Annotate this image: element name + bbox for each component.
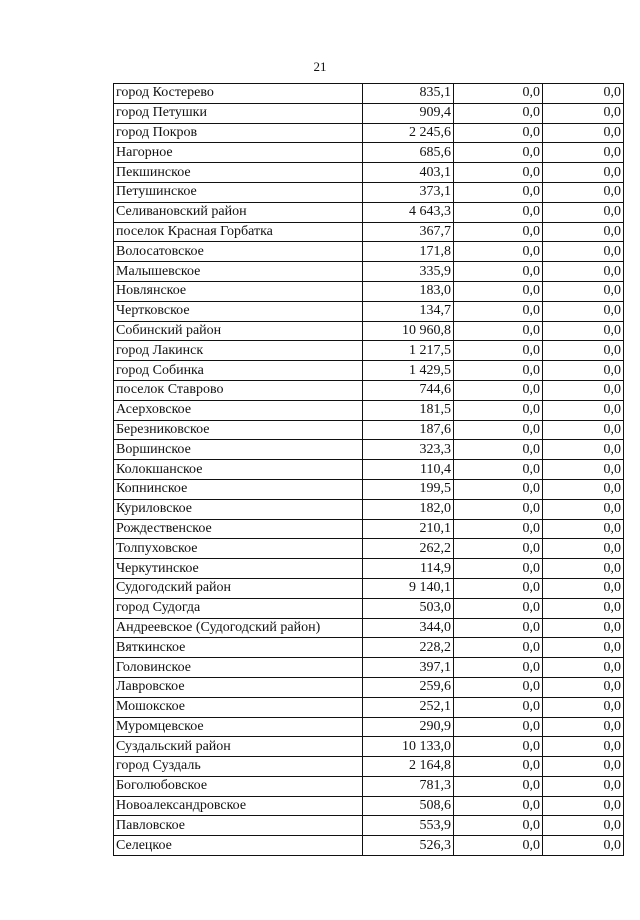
table-row [114,182,624,202]
total-amount-cell: 252,1 [363,697,454,717]
total-amount-cell: 835,1 [363,84,454,104]
table-row [114,519,624,539]
total-amount-cell: 10 133,0 [363,737,454,757]
total-amount-cell: 10 960,8 [363,321,454,341]
value-cell-2: 0,0 [543,301,624,321]
value-cell-1: 0,0 [454,836,543,856]
municipality-name-cell: Павловское [114,816,363,836]
value-cell-2: 0,0 [543,578,624,598]
value-cell-1: 0,0 [454,618,543,638]
total-amount-cell: 553,9 [363,816,454,836]
table-row [114,737,624,757]
total-amount-cell: 323,3 [363,440,454,460]
value-cell-2: 0,0 [543,460,624,480]
table-row [114,361,624,381]
value-cell-2: 0,0 [543,341,624,361]
total-amount-cell: 171,8 [363,242,454,262]
value-cell-2: 0,0 [543,776,624,796]
value-cell-2: 0,0 [543,281,624,301]
value-cell-1: 0,0 [454,242,543,262]
municipality-name-cell: Пекшинское [114,163,363,183]
municipality-name-cell: Собинский район [114,321,363,341]
total-amount-cell: 199,5 [363,479,454,499]
total-amount-cell: 4 643,3 [363,202,454,222]
value-cell-2: 0,0 [543,182,624,202]
municipality-name-cell: Селецкое [114,836,363,856]
total-amount-cell: 344,0 [363,618,454,638]
municipality-name-cell: город Судогда [114,598,363,618]
value-cell-1: 0,0 [454,440,543,460]
municipality-name-cell: город Покров [114,123,363,143]
table-row [114,262,624,282]
value-cell-2: 0,0 [543,796,624,816]
total-amount-cell: 744,6 [363,380,454,400]
value-cell-2: 0,0 [543,321,624,341]
value-cell-2: 0,0 [543,836,624,856]
value-cell-2: 0,0 [543,677,624,697]
value-cell-1: 0,0 [454,143,543,163]
value-cell-1: 0,0 [454,737,543,757]
value-cell-2: 0,0 [543,420,624,440]
value-cell-1: 0,0 [454,163,543,183]
total-amount-cell: 526,3 [363,836,454,856]
municipality-name-cell: Воршинское [114,440,363,460]
table-row [114,578,624,598]
total-amount-cell: 134,7 [363,301,454,321]
value-cell-1: 0,0 [454,123,543,143]
table-row [114,281,624,301]
table-row [114,598,624,618]
value-cell-1: 0,0 [454,281,543,301]
total-amount-cell: 2 245,6 [363,123,454,143]
value-cell-2: 0,0 [543,380,624,400]
table-row [114,638,624,658]
table-row [114,143,624,163]
value-cell-1: 0,0 [454,84,543,104]
municipality-name-cell: Муромцевское [114,717,363,737]
total-amount-cell: 290,9 [363,717,454,737]
total-amount-cell: 397,1 [363,658,454,678]
value-cell-1: 0,0 [454,460,543,480]
municipality-name-cell: Боголюбовское [114,776,363,796]
value-cell-2: 0,0 [543,717,624,737]
page-number: 21 [313,59,327,74]
value-cell-2: 0,0 [543,440,624,460]
total-amount-cell: 262,2 [363,539,454,559]
total-amount-cell: 210,1 [363,519,454,539]
total-amount-cell: 1 217,5 [363,341,454,361]
value-cell-1: 0,0 [454,420,543,440]
table-row [114,618,624,638]
municipality-name-cell: Копнинское [114,479,363,499]
total-amount-cell: 503,0 [363,598,454,618]
value-cell-2: 0,0 [543,202,624,222]
total-amount-cell: 9 140,1 [363,578,454,598]
value-cell-1: 0,0 [454,182,543,202]
total-amount-cell: 1 429,5 [363,361,454,381]
municipality-name-cell: поселок Красная Горбатка [114,222,363,242]
municipality-name-cell: Суздальский район [114,737,363,757]
value-cell-1: 0,0 [454,539,543,559]
total-amount-cell: 228,2 [363,638,454,658]
municipality-name-cell: Головинское [114,658,363,678]
value-cell-1: 0,0 [454,380,543,400]
table-row [114,420,624,440]
municipality-name-cell: Колокшанское [114,460,363,480]
total-amount-cell: 2 164,8 [363,757,454,777]
municipality-name-cell: Куриловское [114,499,363,519]
total-amount-cell: 781,3 [363,776,454,796]
value-cell-1: 0,0 [454,262,543,282]
table-row [114,757,624,777]
municipality-name-cell: Андреевское (Судогодский район) [114,618,363,638]
table-row [114,380,624,400]
table-row [114,163,624,183]
value-cell-1: 0,0 [454,202,543,222]
total-amount-cell: 181,5 [363,400,454,420]
municipality-name-cell: Новлянское [114,281,363,301]
municipality-name-cell: Вяткинское [114,638,363,658]
value-cell-2: 0,0 [543,84,624,104]
municipality-name-cell: город Лакинск [114,341,363,361]
table-row [114,301,624,321]
value-cell-2: 0,0 [543,559,624,579]
total-amount-cell: 183,0 [363,281,454,301]
value-cell-1: 0,0 [454,222,543,242]
total-amount-cell: 182,0 [363,499,454,519]
table-row [114,321,624,341]
municipality-name-cell: Толпуховское [114,539,363,559]
table-row [114,202,624,222]
municipality-name-cell: город Петушки [114,103,363,123]
value-cell-2: 0,0 [543,400,624,420]
table-row [114,242,624,262]
municipality-name-cell: Селивановский район [114,202,363,222]
municipality-name-cell: Судогодский район [114,578,363,598]
municipality-name-cell: поселок Ставрово [114,380,363,400]
value-cell-1: 0,0 [454,400,543,420]
total-amount-cell: 335,9 [363,262,454,282]
table-row [114,103,624,123]
table-row [114,717,624,737]
value-cell-2: 0,0 [543,519,624,539]
municipality-name-cell: Черкутинское [114,559,363,579]
value-cell-2: 0,0 [543,163,624,183]
table-row [114,836,624,856]
table-row [114,84,624,104]
total-amount-cell: 367,7 [363,222,454,242]
value-cell-1: 0,0 [454,717,543,737]
value-cell-1: 0,0 [454,776,543,796]
value-cell-1: 0,0 [454,341,543,361]
table-row [114,123,624,143]
value-cell-1: 0,0 [454,757,543,777]
value-cell-1: 0,0 [454,677,543,697]
value-cell-2: 0,0 [543,242,624,262]
value-cell-2: 0,0 [543,499,624,519]
municipality-name-cell: Новоалександровское [114,796,363,816]
municipality-name-cell: Малышевское [114,262,363,282]
municipality-name-cell: Лавровское [114,677,363,697]
value-cell-2: 0,0 [543,658,624,678]
total-amount-cell: 909,4 [363,103,454,123]
total-amount-cell: 110,4 [363,460,454,480]
municipality-name-cell: город Суздаль [114,757,363,777]
value-cell-2: 0,0 [543,697,624,717]
value-cell-1: 0,0 [454,321,543,341]
table-row [114,697,624,717]
table-row [114,559,624,579]
value-cell-1: 0,0 [454,658,543,678]
total-amount-cell: 508,6 [363,796,454,816]
value-cell-2: 0,0 [543,539,624,559]
table-row [114,658,624,678]
value-cell-2: 0,0 [543,598,624,618]
municipality-name-cell: Березниковское [114,420,363,440]
table-row [114,539,624,559]
value-cell-1: 0,0 [454,559,543,579]
value-cell-1: 0,0 [454,598,543,618]
table-row [114,479,624,499]
table-body [114,84,624,856]
table-row [114,677,624,697]
value-cell-2: 0,0 [543,737,624,757]
table-row [114,499,624,519]
value-cell-2: 0,0 [543,618,624,638]
table-row [114,796,624,816]
total-amount-cell: 259,6 [363,677,454,697]
table-row [114,400,624,420]
total-amount-cell: 373,1 [363,182,454,202]
table-row [114,222,624,242]
total-amount-cell: 403,1 [363,163,454,183]
table-row [114,776,624,796]
value-cell-2: 0,0 [543,361,624,381]
table-row [114,460,624,480]
value-cell-2: 0,0 [543,143,624,163]
value-cell-1: 0,0 [454,361,543,381]
value-cell-1: 0,0 [454,796,543,816]
value-cell-1: 0,0 [454,697,543,717]
value-cell-2: 0,0 [543,757,624,777]
total-amount-cell: 187,6 [363,420,454,440]
total-amount-cell: 114,9 [363,559,454,579]
value-cell-1: 0,0 [454,479,543,499]
value-cell-2: 0,0 [543,262,624,282]
value-cell-2: 0,0 [543,816,624,836]
municipality-name-cell: город Собинка [114,361,363,381]
municipality-name-cell: Асерховское [114,400,363,420]
table-row [114,816,624,836]
value-cell-1: 0,0 [454,301,543,321]
value-cell-1: 0,0 [454,578,543,598]
municipality-name-cell: Нагорное [114,143,363,163]
budget-table [113,83,624,856]
municipality-name-cell: город Костерево [114,84,363,104]
value-cell-1: 0,0 [454,519,543,539]
value-cell-2: 0,0 [543,123,624,143]
municipality-name-cell: Петушинское [114,182,363,202]
value-cell-1: 0,0 [454,816,543,836]
municipality-name-cell: Волосатовское [114,242,363,262]
municipality-name-cell: Рождественское [114,519,363,539]
value-cell-1: 0,0 [454,103,543,123]
value-cell-2: 0,0 [543,222,624,242]
table-row [114,440,624,460]
total-amount-cell: 685,6 [363,143,454,163]
value-cell-2: 0,0 [543,103,624,123]
value-cell-1: 0,0 [454,499,543,519]
value-cell-2: 0,0 [543,479,624,499]
value-cell-1: 0,0 [454,638,543,658]
value-cell-2: 0,0 [543,638,624,658]
table-row [114,341,624,361]
municipality-name-cell: Чертковское [114,301,363,321]
municipality-name-cell: Мошокское [114,697,363,717]
